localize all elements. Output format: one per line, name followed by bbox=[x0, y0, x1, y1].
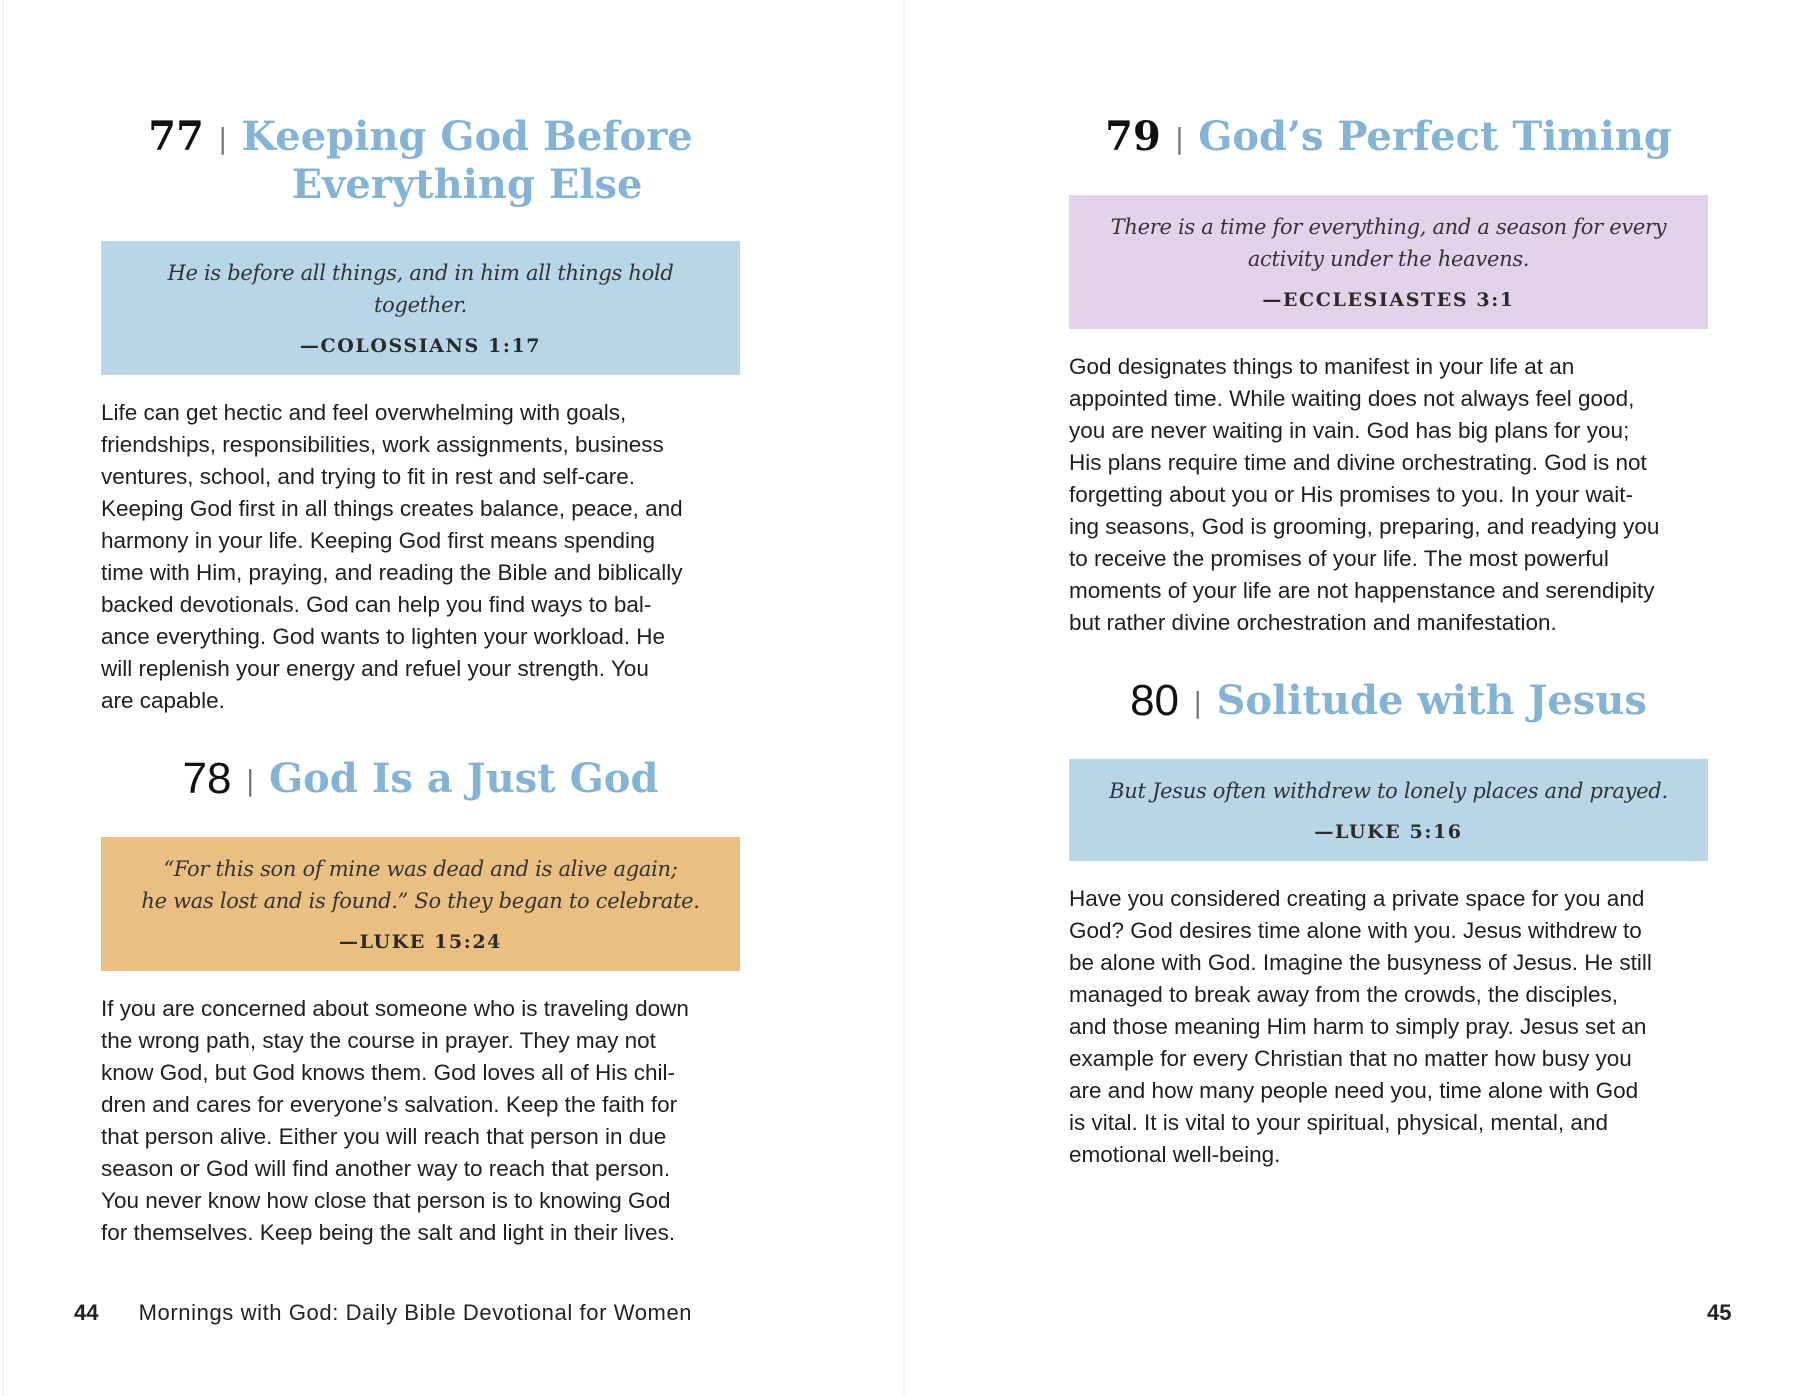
body-line: moments of your life are not happenstance and serendipity bbox=[1069, 578, 1655, 603]
body-line: is vital. It is vital to your spiritual, physical, mental, and bbox=[1069, 1110, 1608, 1135]
scripture-verse: But Jesus often withdrew to lonely places and prayed. bbox=[1109, 779, 1668, 803]
body-line: season or God will find another way to reach that person. bbox=[101, 1156, 671, 1181]
body-line: God designates things to manifest in your life at an bbox=[1069, 354, 1575, 379]
body-line: to receive the promises of your life. The most powerful bbox=[1069, 546, 1609, 571]
body-line: If you are concerned about someone who is traveling down bbox=[101, 996, 689, 1021]
heading-divider: | bbox=[245, 764, 255, 797]
page-number: 44 bbox=[74, 1300, 99, 1325]
body-line: backed devotionals. God can help you find ways to bal- bbox=[101, 592, 652, 617]
entry-number: 80 bbox=[1130, 676, 1180, 725]
devotional-entry-79 bbox=[1069, 113, 1708, 639]
scripture-reference: —LUKE 5:16 bbox=[1314, 821, 1463, 843]
entry-heading bbox=[1069, 677, 1708, 727]
body-line: His plans require time and divine orchestrating. God is not bbox=[1069, 450, 1647, 475]
devotional-entry-77 bbox=[101, 113, 740, 717]
entry-number: 79 bbox=[1105, 113, 1161, 160]
entry-title bbox=[241, 113, 692, 209]
scripture-reference: —COLOSSIANS 1:17 bbox=[299, 335, 542, 357]
body-line: you are never waiting in vain. God has big plans for you; bbox=[1069, 418, 1630, 443]
entry-number: 77 bbox=[148, 113, 204, 160]
scripture-reference: —LUKE 15:24 bbox=[339, 931, 502, 953]
scripture-box bbox=[101, 837, 740, 971]
body-line: Keeping God first in all things creates balance, peace, and bbox=[101, 496, 683, 521]
body-line: and those meaning Him harm to simply pray. Jesus set an bbox=[1069, 1014, 1647, 1039]
devotional-body bbox=[1069, 351, 1708, 639]
right-page-footer bbox=[1707, 1300, 1731, 1326]
devotional-entry-80 bbox=[1069, 677, 1708, 1171]
devotional-body bbox=[1069, 883, 1708, 1171]
scripture-reference: —ECCLESIASTES 3:1 bbox=[1262, 289, 1515, 311]
body-line: friendships, responsibilities, work assignments, business bbox=[101, 432, 664, 457]
body-line: ance everything. God wants to lighten your workload. He bbox=[101, 624, 666, 649]
scripture-verse-line: activity under the heavens. bbox=[1247, 247, 1530, 271]
body-line: for themselves. Keep being the salt and light in their lives. bbox=[101, 1220, 676, 1245]
entry-heading bbox=[101, 113, 740, 209]
body-line: the wrong path, stay the course in prayer. They may not bbox=[101, 1028, 656, 1053]
body-line: be alone with God. Imagine the busyness of Jesus. He still bbox=[1069, 950, 1652, 975]
body-line: God? God desires time alone with you. Jesus withdrew to bbox=[1069, 918, 1642, 943]
entry-heading bbox=[1069, 113, 1708, 163]
scripture-box bbox=[101, 241, 740, 375]
scripture-box bbox=[1069, 195, 1708, 329]
body-line: know God, but God knows them. God loves all of His chil- bbox=[101, 1060, 676, 1085]
body-line: emotional well-being. bbox=[1069, 1142, 1281, 1167]
body-line: time with Him, praying, and reading the Bible and biblically bbox=[101, 560, 683, 585]
body-line: appointed time. While waiting does not always feel good, bbox=[1069, 386, 1635, 411]
scripture-verse-line: There is a time for everything, and a season for every bbox=[1110, 215, 1667, 239]
body-line: ing seasons, God is grooming, preparing, and readying you bbox=[1069, 514, 1660, 539]
body-line: managed to break away from the crowds, the disciples, bbox=[1069, 982, 1619, 1007]
body-line: that person alive. Either you will reach that person in due bbox=[101, 1124, 667, 1149]
left-page-column bbox=[101, 113, 740, 1287]
heading-divider: | bbox=[1193, 686, 1203, 719]
scripture-verse: He is before all things, and in him all things hold together. bbox=[167, 261, 674, 317]
entry-title: Solitude with Jesus bbox=[1216, 677, 1647, 724]
body-line: example for every Christian that no matter how busy you bbox=[1069, 1046, 1632, 1071]
entry-heading bbox=[101, 755, 740, 805]
devotional-entry-78 bbox=[101, 755, 740, 1249]
body-line: ventures, school, and trying to fit in rest and self-care. bbox=[101, 464, 636, 489]
entry-title: God’s Perfect Timing bbox=[1198, 113, 1672, 160]
page-number: 45 bbox=[1707, 1300, 1732, 1325]
body-line: dren and cares for everyone’s salvation. Keep the faith for bbox=[101, 1092, 678, 1117]
left-page-footer bbox=[74, 1300, 692, 1326]
right-page-column bbox=[1069, 113, 1708, 1209]
body-line: You never know how close that person is to knowing God bbox=[101, 1188, 671, 1213]
scripture-verse-line: he was lost and is found.” So they began to celebrate. bbox=[141, 889, 700, 913]
body-line: harmony in your life. Keeping God first means spending bbox=[101, 528, 656, 553]
body-line: will replenish your energy and refuel your strength. You bbox=[101, 656, 649, 681]
entry-title-line: Everything Else bbox=[291, 161, 643, 208]
devotional-body bbox=[101, 993, 740, 1249]
page-edge bbox=[3, 0, 4, 1396]
heading-divider: | bbox=[217, 122, 228, 155]
devotional-body bbox=[101, 397, 740, 717]
body-line: Have you considered creating a private space for you and bbox=[1069, 886, 1645, 911]
scripture-box bbox=[1069, 759, 1708, 861]
body-line: are and how many people need you, time alone with God bbox=[1069, 1078, 1639, 1103]
heading-divider: | bbox=[1174, 122, 1185, 155]
page-gutter bbox=[903, 0, 905, 1396]
entry-title-line: Keeping God Before bbox=[241, 113, 693, 160]
scripture-verse-line: “For this son of mine was dead and is alive again; bbox=[163, 857, 678, 881]
entry-title: God Is a Just God bbox=[268, 755, 659, 802]
body-line: forgetting about you or His promises to you. In your wait- bbox=[1069, 482, 1634, 507]
body-line: are capable. bbox=[101, 688, 225, 713]
body-line: but rather divine orchestration and manifestation. bbox=[1069, 610, 1557, 635]
body-line: Life can get hectic and feel overwhelming with goals, bbox=[101, 400, 627, 425]
running-book-title: Mornings with God: Daily Bible Devotional for Women bbox=[138, 1300, 693, 1325]
entry-number: 78 bbox=[182, 754, 232, 803]
